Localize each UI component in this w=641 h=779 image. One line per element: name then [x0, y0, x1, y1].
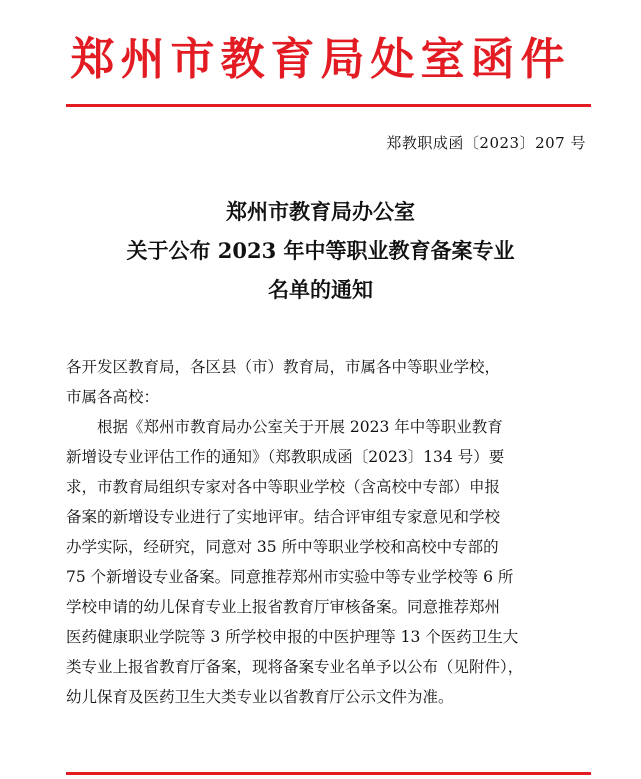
- salutation-line-1: 各开发区教育局，各区县（市）教育局，市属各中等职业学校，: [66, 358, 501, 376]
- document-number: 郑教职成函〔2023〕207 号: [386, 134, 586, 152]
- document-body: [66, 352, 591, 712]
- body-line: 求，市教育局组织专家对各中等职业学校（含高校中专部）申报: [66, 478, 501, 496]
- body-line: 幼儿保育及医药卫生大类专业以省教育厅公示文件为准。: [66, 688, 454, 706]
- salutation: [66, 352, 591, 412]
- document-title: [0, 192, 641, 309]
- body-line: 75 个新增设专业备案。同意推荐郑州市实验中等专业学校等 6 所: [66, 568, 514, 586]
- body-line: 学校申请的幼儿保育专业上报省教育厅审核备案。同意推荐郑州: [66, 598, 501, 616]
- letterhead-rule: [66, 104, 591, 107]
- body-line: 类专业上报省教育厅备案，现将备案专业名单予以公布（见附件），: [66, 658, 524, 676]
- title-line-2: 关于公布 2023 年中等职业教育备案专业: [126, 238, 515, 263]
- body-line: 办学实际，经研究，同意对 35 所中等职业学校和高校中专部的: [66, 538, 499, 556]
- title-line-3: 名单的通知: [268, 277, 373, 302]
- body-line: 备案的新增设专业进行了实地评审。结合评审组专家意见和学校: [66, 508, 501, 526]
- salutation-line-2: 市属各高校：: [66, 388, 160, 406]
- title-line-1: 郑州市教育局办公室: [226, 199, 415, 224]
- body-line: 新增设专业评估工作的通知》（郑教职成函〔2023〕134 号）要: [66, 448, 505, 466]
- body-line: 根据《郑州市教育局办公室关于开展 2023 年中等职业教育: [97, 418, 503, 436]
- letterhead-title: 郑州市教育局处室函件: [70, 34, 571, 85]
- body-paragraph: [66, 412, 591, 712]
- body-line: 医药健康职业学院等 3 所学校申报的中医护理等 13 个医药卫生大: [66, 628, 519, 646]
- footer-rule: [66, 772, 591, 775]
